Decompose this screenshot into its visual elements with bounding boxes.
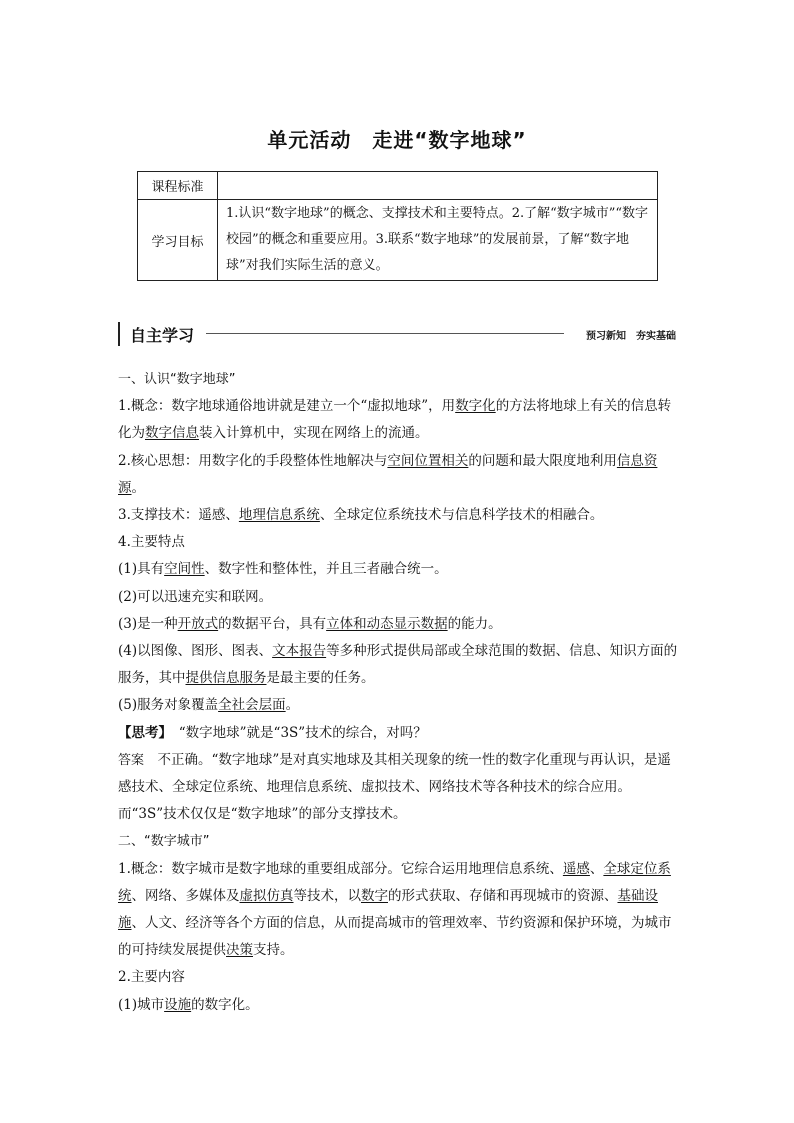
text: (5)服务对象覆盖 xyxy=(118,697,219,714)
table-value-course-standard xyxy=(218,172,658,200)
text: 3.支撑技术：遥感、 xyxy=(118,507,239,524)
list-item: (2)可以迅速充实和联网。 xyxy=(118,588,273,605)
heading-digital-earth: 一、认识“数字地球” xyxy=(118,372,236,387)
text: (1)城市 xyxy=(118,996,165,1013)
answer-blank: 基础设施 xyxy=(118,887,658,932)
list-item xyxy=(118,611,678,638)
text: (4)以图像、图形、图表、 xyxy=(118,643,273,660)
text: 的数据平台，具有 xyxy=(218,615,327,632)
answer-blank: 空间性 xyxy=(164,561,205,578)
answer-blank: 地理信息系统 xyxy=(238,507,320,524)
answer-blank: 遥感 xyxy=(562,860,590,877)
think-tag: 【思考】 xyxy=(118,724,166,741)
answer-blank: 开放式 xyxy=(177,615,219,632)
paragraph-features-title: 4.主要特点 xyxy=(118,534,185,551)
section-tag: 预习新知 夯实基础 xyxy=(586,331,676,342)
text: 、数字性和整体性，并且三者融合统一。 xyxy=(204,561,448,578)
answer-blank: 文本报告 xyxy=(272,643,327,660)
text: 支持。 xyxy=(253,942,294,959)
section-label: 自主学习 xyxy=(130,326,195,345)
table-value-learning-goals: 1.认识“数字地球”的概念、支撑技术和主要特点。2.了解“数字城市”“数字校园”的概念和重要应用。3.联系“数字地球”的发展前景，了解“数字地球”对我们实际生活的意义。 xyxy=(218,200,658,281)
paragraph-support-tech xyxy=(118,502,678,529)
heading-digital-city: 二、“数字城市” xyxy=(118,834,210,850)
text: 的方法将地球上有关的信息转化为 xyxy=(118,398,672,442)
text: 。 xyxy=(131,479,145,496)
section-marker xyxy=(118,322,120,346)
think-question xyxy=(118,720,678,747)
text: (3)是一种 xyxy=(118,615,178,632)
text: 。 xyxy=(285,697,300,714)
paragraph-city-concept xyxy=(118,856,678,965)
answer-blank: 全球定位系统 xyxy=(118,860,671,904)
text: 1.概念：数字地球通俗地讲就是建立一个“虚拟地球”，用 xyxy=(118,398,456,415)
answer-paragraph xyxy=(118,747,678,829)
answer-tag: 答案 xyxy=(118,752,145,768)
answer-blank: 数字信息 xyxy=(145,425,199,442)
table-label-learning-goals: 学习目标 xyxy=(138,200,218,281)
text: 2.核心思想：用数字化的手段整体性地解决与 xyxy=(118,452,388,469)
text: 等技术，以 xyxy=(293,887,361,904)
table-row xyxy=(138,200,658,281)
answer-blank: 数字化 xyxy=(455,398,496,415)
section-divider xyxy=(206,333,564,334)
answer-blank: 决策 xyxy=(226,942,253,959)
table-row xyxy=(138,172,658,200)
text: 、全球定位系统技术与信息科学技术的相融合。 xyxy=(319,507,604,524)
page-title: 单元活动 走进“数字地球” xyxy=(267,128,527,152)
answer-blank: 虚拟仿真 xyxy=(239,887,294,904)
course-standard-table xyxy=(137,171,658,281)
text: 等多种形式提供局部或全球范围的数据、信息、知识方面的服务，其中 xyxy=(118,643,678,687)
answer-blank: 立体和动态显示数据 xyxy=(326,615,448,632)
text: 的问题和最大限度地利用 xyxy=(468,452,617,469)
answer-blank: 信息资源 xyxy=(118,452,658,496)
text: 是最主要的任务。 xyxy=(266,670,375,687)
text: 的数字化。 xyxy=(191,996,259,1013)
text: 不正确。“数字地球”是对真实地球及其相关现象的统一性的数字化重现与再认识，是遥感技术、全球定位系统、地理信息系统、虚拟技术、网络技术等各种技术的综合应用。而“3S”技术仅仅是“数字地球”的部分支撑技术。 xyxy=(118,751,671,823)
paragraph-concept xyxy=(118,393,678,447)
list-item xyxy=(118,638,678,692)
answer-blank: 空间位置相关 xyxy=(387,452,469,469)
answer-blank: 数字 xyxy=(361,887,388,904)
text: 的形式获取、存储和再现城市的资源、 xyxy=(388,887,618,904)
list-item xyxy=(118,992,678,1019)
answer-blank: 设施 xyxy=(164,996,192,1013)
text: 1.概念：数字城市是数字地球的重要组成部分。它综合运用地理信息系统、 xyxy=(118,860,563,877)
list-item xyxy=(118,692,678,719)
answer-blank: 提供信息服务 xyxy=(185,670,267,687)
text: “数字地球”就是“3S”技术的综合，对吗？ xyxy=(165,724,427,741)
text: 的能力。 xyxy=(447,615,502,632)
paragraph-main-content: 2.主要内容 xyxy=(118,969,185,986)
paragraph-core-idea xyxy=(118,448,678,502)
text: 、人文、经济等各个方面的信息，从而提高城市的管理效率、节约资源和保护环境，为城市的可持续发展提供 xyxy=(118,915,672,959)
document-body xyxy=(118,366,678,1019)
text: (1)具有 xyxy=(118,561,165,578)
answer-blank: 全社会层面 xyxy=(218,697,286,714)
text: 、网络、多媒体及 xyxy=(131,887,240,904)
list-item xyxy=(118,556,678,583)
table-label-course-standard: 课程标准 xyxy=(138,172,218,200)
text: 装入计算机中，实现在网络上的流通。 xyxy=(199,425,429,442)
text: 、 xyxy=(589,860,604,877)
section-header xyxy=(118,322,676,346)
